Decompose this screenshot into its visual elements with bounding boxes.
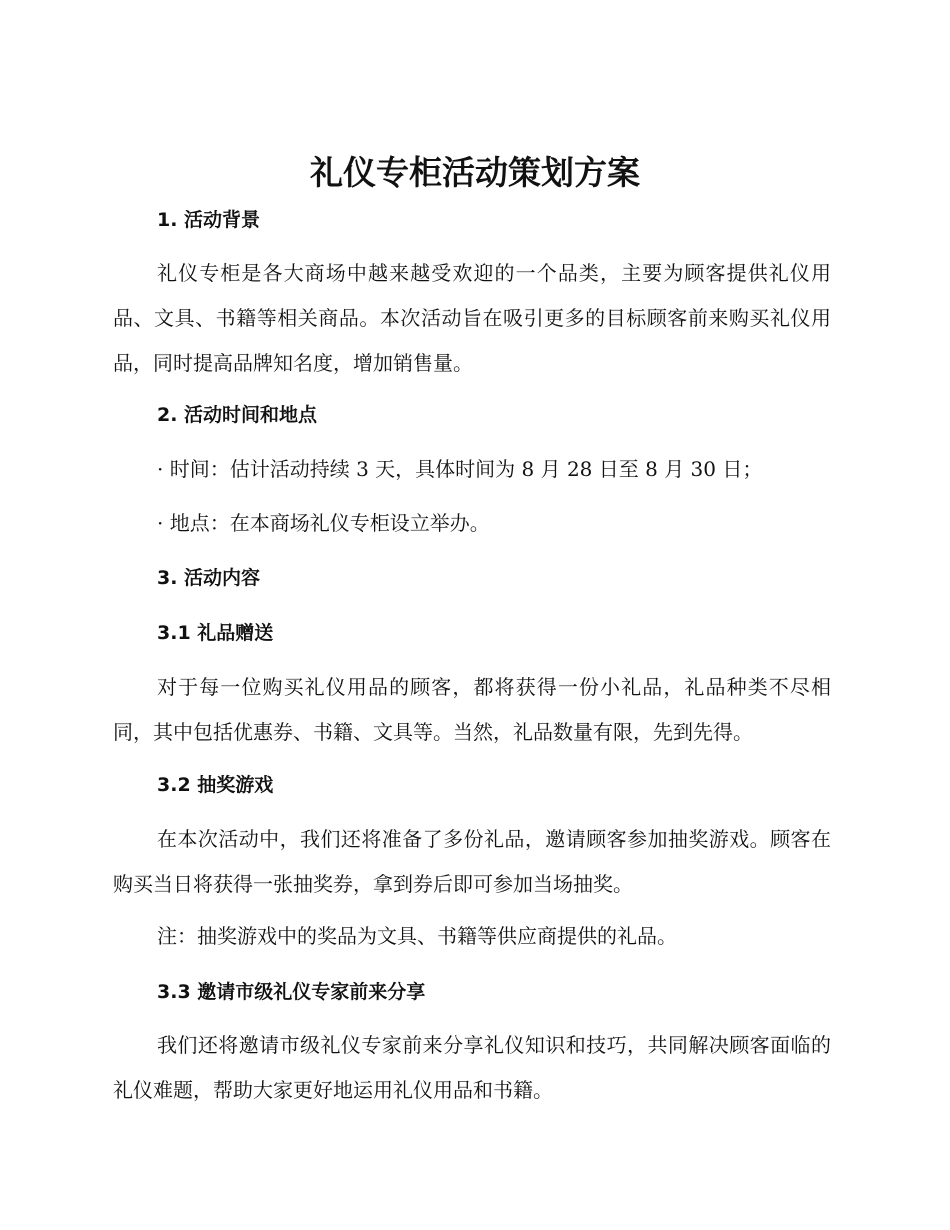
- subsection-heading-expert: 3.3 邀请市级礼仪专家前来分享: [157, 981, 426, 1003]
- subsection-heading-gift: 3.1 礼品赠送: [157, 622, 274, 644]
- lottery-note: 注：抽奖游戏中的奖品为文具、书籍等供应商提供的礼品。: [157, 924, 677, 948]
- expert-paragraph: 我们还将邀请市级礼仪专家前来分享礼仪知识和技巧，共同解决顾客面临的礼仪难题，帮助大家更好地运用礼仪用品和书籍。: [113, 1033, 831, 1102]
- section-heading-background: 1. 活动背景: [157, 209, 261, 231]
- section-heading-time-place: 2. 活动时间和地点: [157, 404, 318, 426]
- document-title: 礼仪专柜活动策划方案: [310, 153, 640, 192]
- lottery-paragraph: 在本次活动中，我们还将准备了多份礼品，邀请顾客参加抽奖游戏。顾客在购买当日将获得一张抽奖券，拿到券后即可参加当场抽奖。: [113, 827, 831, 896]
- gift-paragraph: 对于每一位购买礼仪用品的顾客，都将获得一份小礼品，礼品种类不尽相同，其中包括优惠券、书籍、文具等。当然，礼品数量有限，先到先得。: [113, 675, 831, 744]
- bullet-time: · 时间：估计活动持续 3 天，具体时间为 8 月 28 日至 8 月 30 日；: [157, 457, 763, 481]
- subsection-heading-lottery: 3.2 抽奖游戏: [157, 774, 274, 796]
- bullet-place: · 地点：在本商场礼仪专柜设立举办。: [157, 511, 490, 535]
- section-heading-content: 3. 活动内容: [157, 567, 261, 589]
- background-paragraph: 礼仪专柜是各大商场中越来越受欢迎的一个品类，主要为顾客提供礼仪用品、文具、书籍等相关商品。本次活动旨在吸引更多的目标顾客前来购买礼仪用品，同时提高品牌知名度，增加销售量。: [113, 261, 831, 375]
